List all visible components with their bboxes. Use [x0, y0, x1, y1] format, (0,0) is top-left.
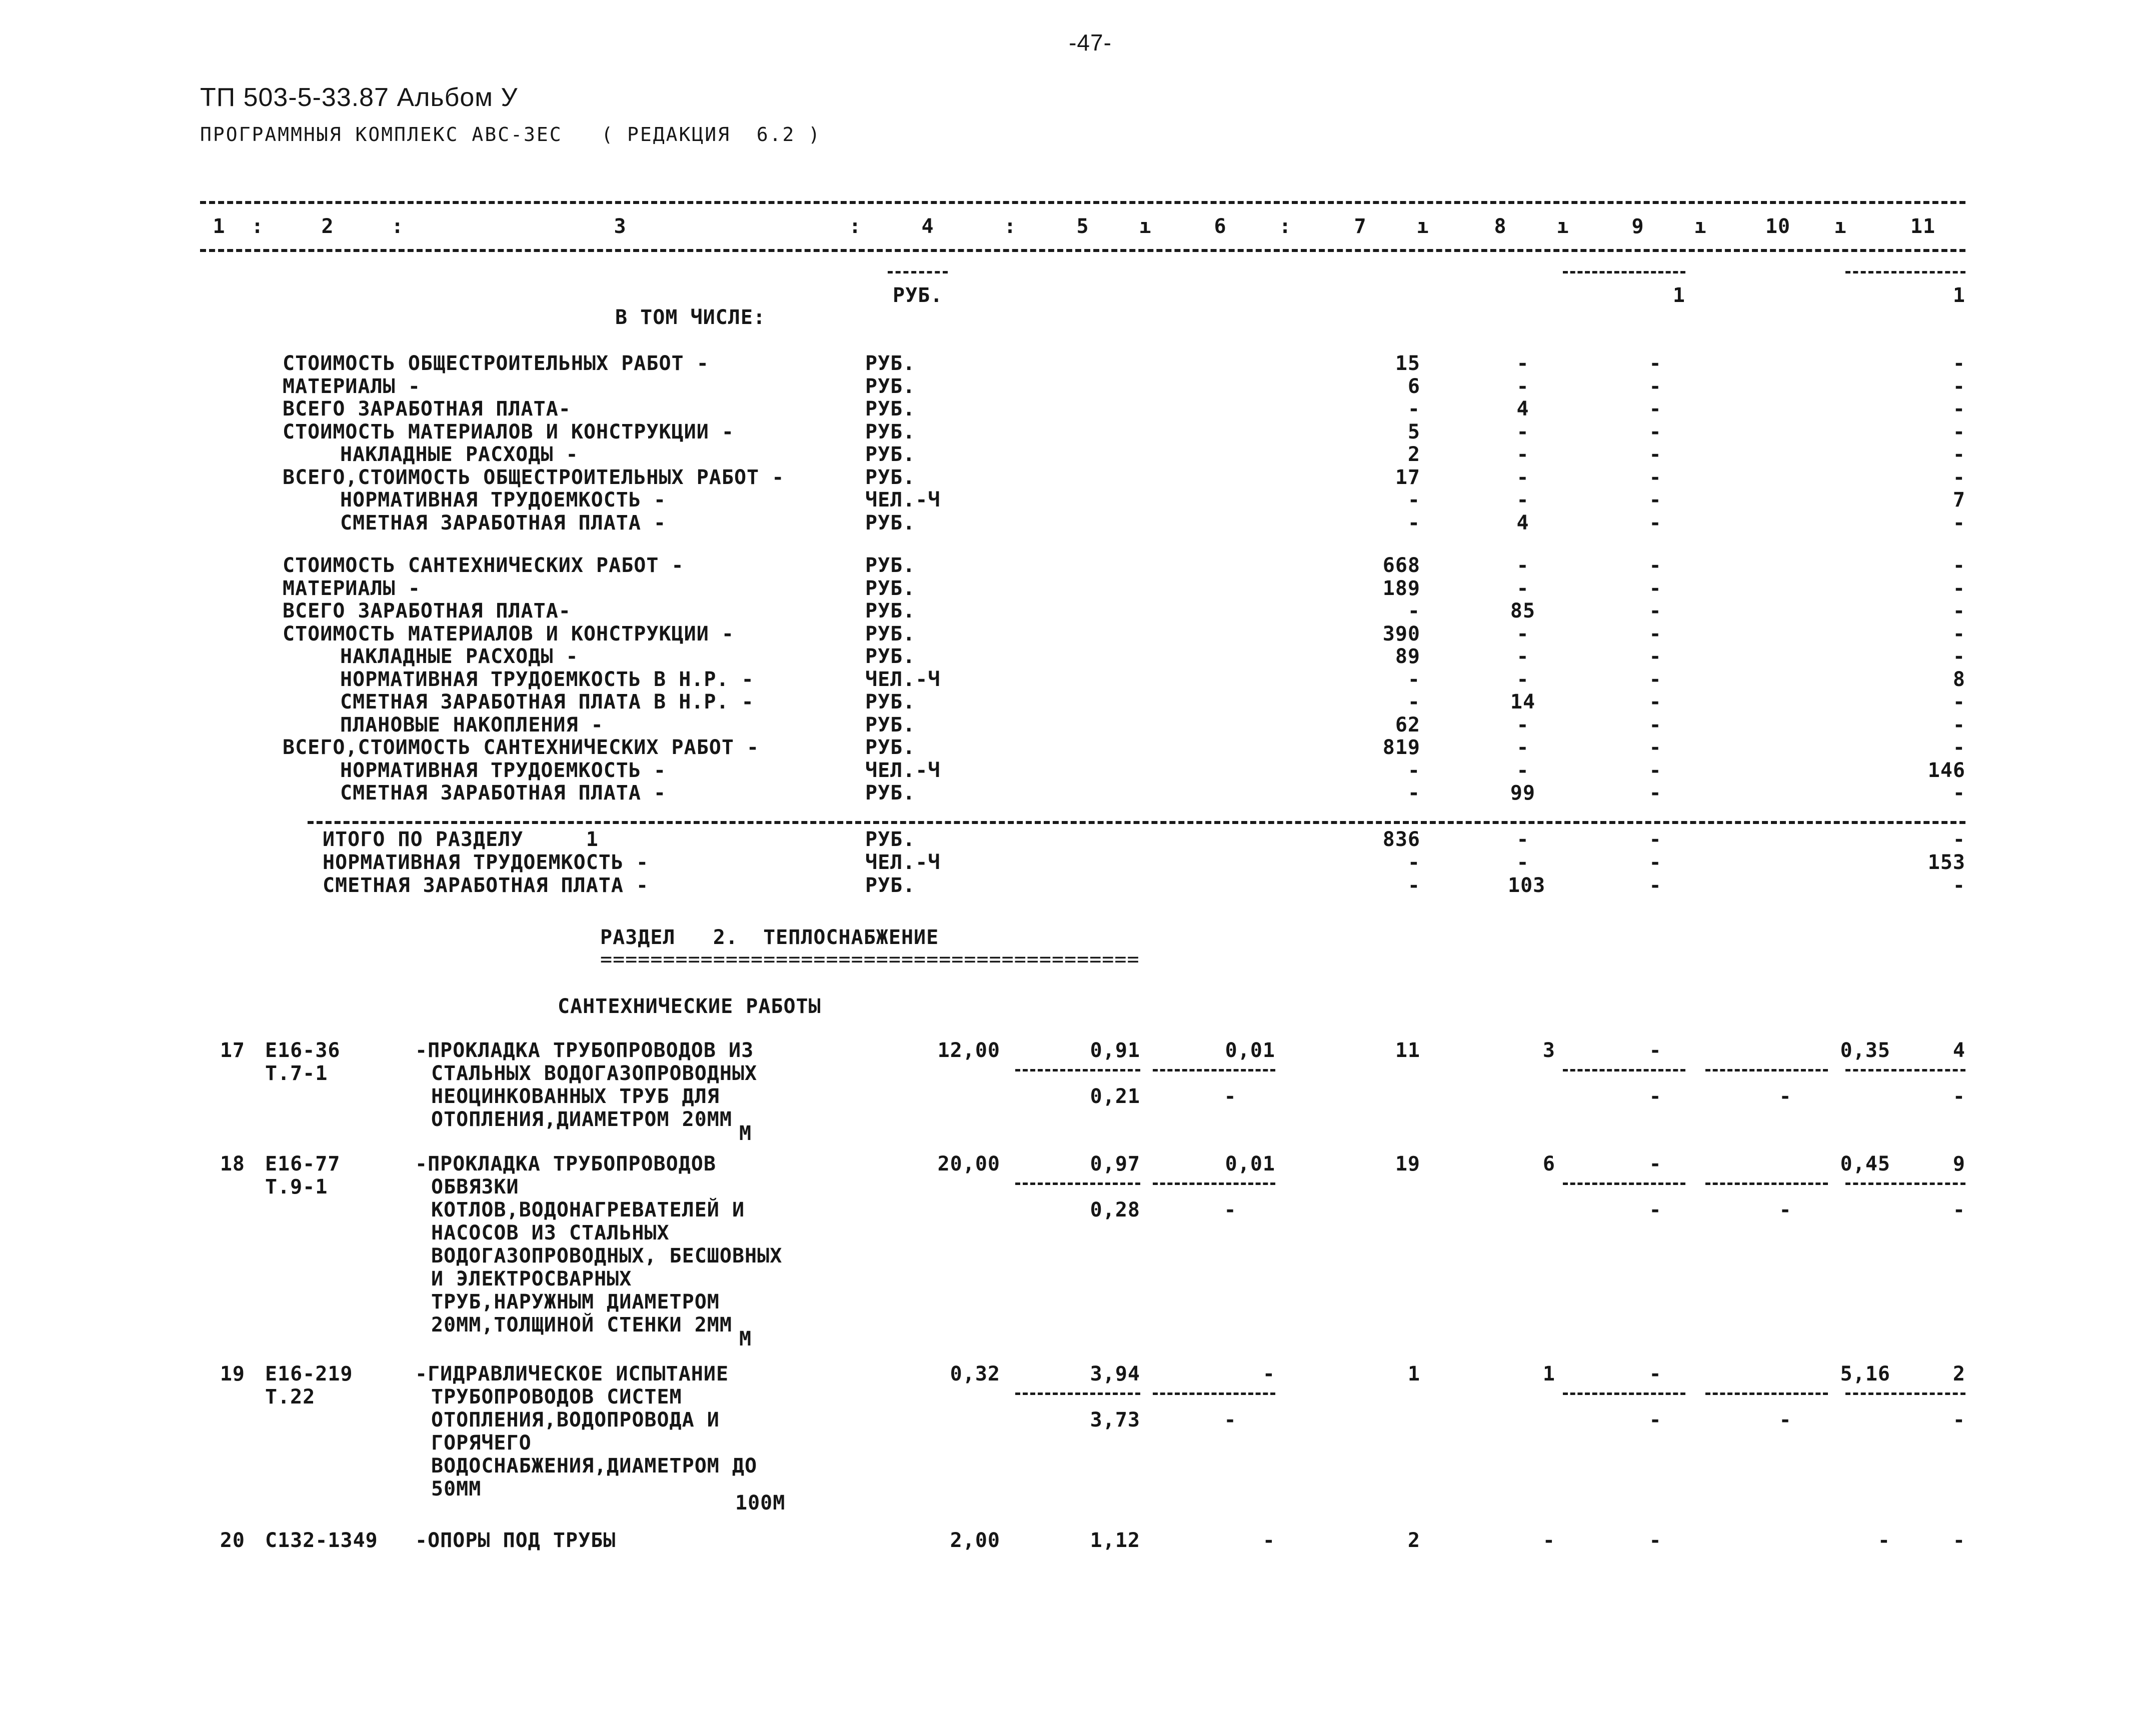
row-col8: 14: [1510, 690, 1536, 714]
row-unit: РУБ.: [865, 736, 916, 759]
row-col7: 189: [1382, 576, 1420, 600]
item-col7: 2: [1407, 1529, 1420, 1552]
item-number: 17: [220, 1039, 245, 1062]
item-col6: 0,01: [1225, 1152, 1275, 1176]
row-unit: РУБ.: [865, 600, 916, 622]
totals-rule: [308, 821, 1965, 824]
col9-rule: [1563, 271, 1685, 274]
row-label: СТОИМОСТЬ ОБЩЕСТРОИТЕЛЬНЫХ РАБОТ -: [283, 352, 709, 375]
item-subrule: [1153, 1182, 1275, 1185]
row-col7: 89: [1395, 645, 1420, 668]
header-top-rule: [200, 201, 1965, 204]
row-col8: -: [1516, 374, 1529, 398]
document-title: ТП 503-5-33.87 Альбом У: [200, 83, 518, 112]
row-col11: -: [1952, 690, 1965, 714]
item-code-ref: Т.22: [265, 1386, 316, 1408]
item-code: Е16-77: [265, 1152, 341, 1176]
item-col9-labor: -: [1649, 1198, 1662, 1222]
row-col7: 62: [1395, 713, 1420, 736]
row-col8: -: [1516, 488, 1529, 512]
row-col9: -: [1649, 874, 1662, 897]
item-col11-labor: -: [1952, 1408, 1965, 1432]
row-col9: -: [1649, 782, 1662, 804]
row-col9: -: [1649, 466, 1662, 489]
column-header-8: 8: [1494, 215, 1507, 238]
column-header-1: 1: [213, 215, 226, 238]
row-col11: -: [1952, 622, 1965, 646]
item-col5: 0,97: [1090, 1152, 1140, 1176]
row-unit: РУБ.: [865, 511, 916, 534]
item-subrule: [1563, 1069, 1685, 1072]
row-col11: -: [1952, 576, 1965, 600]
row-col11: -: [1952, 511, 1965, 534]
row-col7: 17: [1395, 466, 1420, 489]
row-unit: РУБ.: [865, 690, 916, 714]
item-description-line: КОТЛОВ,ВОДОНАГРЕВАТЕЛЕЙ И: [431, 1198, 745, 1222]
row-col7: 819: [1382, 736, 1420, 759]
row-col9: -: [1649, 488, 1662, 512]
row-unit: РУБ.: [865, 554, 916, 577]
row-col9: -: [1649, 828, 1662, 851]
item-col9-labor: -: [1649, 1085, 1662, 1108]
row-col11: -: [1952, 352, 1965, 375]
row-unit: РУБ.: [865, 782, 916, 804]
item-subrule: [1705, 1069, 1828, 1072]
row-col7: 5: [1407, 420, 1420, 444]
row-unit: РУБ.: [865, 420, 916, 444]
section-underline: ===========================================: [600, 948, 1140, 971]
row-col7: -: [1407, 758, 1420, 782]
item-col10: 5,16: [1840, 1362, 1890, 1386]
item-description-line: ГОРЯЧЕГО: [431, 1432, 532, 1454]
column-separator: ı: [1556, 215, 1569, 238]
item-quantity: 12,00: [937, 1039, 1000, 1062]
row-col9: -: [1649, 352, 1662, 375]
column-separator: ı: [1694, 215, 1707, 238]
item-code-ref: Т.9-1: [265, 1176, 328, 1198]
row-col11: 153: [1927, 851, 1965, 874]
row-col11: -: [1952, 713, 1965, 736]
item-description-line: НЕОЦИНКОВАННЫХ ТРУБ ДЛЯ: [431, 1085, 720, 1108]
row-label: СМЕТНАЯ ЗАРАБОТНАЯ ПЛАТА -: [340, 511, 667, 534]
row-col9: -: [1649, 668, 1662, 691]
row-unit: ЧЕЛ.-Ч: [865, 668, 941, 691]
row-col7: -: [1407, 398, 1420, 420]
item-col9: -: [1649, 1362, 1662, 1386]
row-unit: ЧЕЛ.-Ч: [865, 851, 941, 874]
column-header-7: 7: [1354, 215, 1367, 238]
header-bottom-rule: [200, 249, 1965, 252]
column-header-3: 3: [614, 215, 627, 238]
row-label: МАТЕРИАЛЫ -: [283, 576, 421, 600]
row-col11: 7: [1952, 488, 1965, 512]
column-separator: :: [849, 215, 862, 238]
summary-unit: РУБ.: [893, 284, 943, 307]
item-col6-labor: -: [1224, 1198, 1237, 1222]
item-col9: -: [1649, 1039, 1662, 1062]
item-description-line: ОТОПЛЕНИЯ,ДИАМЕТРОМ 20ММ: [431, 1108, 732, 1131]
item-col10-labor: -: [1779, 1198, 1792, 1222]
item-number: 20: [220, 1529, 245, 1552]
unit-rule: [888, 271, 948, 274]
item-unit: М: [739, 1122, 752, 1145]
row-col7: 836: [1382, 828, 1420, 851]
section-title: РАЗДЕЛ 2. ТЕПЛОСНАБЖЕНИЕ: [600, 926, 939, 949]
item-description-line: ТРУБОПРОВОДОВ СИСТЕМ: [431, 1386, 682, 1408]
item-col7: 19: [1395, 1152, 1420, 1176]
item-quantity: 20,00: [937, 1152, 1000, 1176]
row-col9: -: [1649, 398, 1662, 420]
row-col9: -: [1649, 736, 1662, 759]
item-col6-labor: -: [1224, 1408, 1237, 1432]
item-col9-labor: -: [1649, 1408, 1662, 1432]
item-description-line: ТРУБ,НАРУЖНЫМ ДИАМЕТРОМ: [431, 1290, 720, 1314]
column-separator: :: [1279, 215, 1292, 238]
item-subrule: [1845, 1392, 1965, 1395]
row-col11: -: [1952, 443, 1965, 466]
row-col7: 2: [1407, 443, 1420, 466]
row-col11: -: [1952, 782, 1965, 804]
item-code-ref: Т.7-1: [265, 1062, 328, 1085]
row-col9: -: [1649, 374, 1662, 398]
item-col7: 11: [1395, 1039, 1420, 1062]
row-col11: -: [1952, 600, 1965, 622]
row-label: СТОИМОСТЬ САНТЕХНИЧЕСКИХ РАБОТ -: [283, 554, 684, 577]
row-col7: -: [1407, 600, 1420, 622]
row-col7: -: [1407, 511, 1420, 534]
row-label: ПЛАНОВЫЕ НАКОПЛЕНИЯ -: [340, 713, 604, 736]
row-col8: -: [1516, 466, 1529, 489]
column-separator: ı: [1834, 215, 1847, 238]
row-col9: -: [1649, 600, 1662, 622]
item-col8: 6: [1542, 1152, 1555, 1176]
item-col9: -: [1649, 1152, 1662, 1176]
item-subrule: [1563, 1392, 1685, 1395]
row-col8: -: [1516, 443, 1529, 466]
item-subrule: [1563, 1182, 1685, 1185]
row-col7: 390: [1382, 622, 1420, 646]
row-unit: РУБ.: [865, 622, 916, 646]
row-unit: РУБ.: [865, 398, 916, 420]
item-description-line: 50ММ: [431, 1478, 482, 1500]
row-col11: -: [1952, 420, 1965, 444]
page-number: -47-: [1069, 30, 1112, 56]
item-description-line: ОТОПЛЕНИЯ,ВОДОПРОВОДА И: [431, 1408, 720, 1432]
row-col7: -: [1407, 668, 1420, 691]
item-col10: 0,35: [1840, 1039, 1890, 1062]
row-col7: -: [1407, 851, 1420, 874]
column-separator: ı: [1139, 215, 1152, 238]
row-label: ВСЕГО,СТОИМОСТЬ ОБЩЕСТРОИТЕЛЬНЫХ РАБОТ -: [283, 466, 785, 489]
item-description-line: ВОДОСНАБЖЕНИЯ,ДИАМЕТРОМ ДО: [431, 1454, 758, 1478]
row-col9: -: [1649, 690, 1662, 714]
row-label: НАКЛАДНЫЕ РАСХОДЫ -: [340, 645, 579, 668]
row-col11: -: [1952, 374, 1965, 398]
row-col9: -: [1649, 511, 1662, 534]
item-col11-labor: -: [1952, 1198, 1965, 1222]
item-subrule: [1153, 1392, 1275, 1395]
row-label: СТОИМОСТЬ МАТЕРИАЛОВ И КОНСТРУКЦИИ -: [283, 622, 734, 646]
item-subrule: [1153, 1069, 1275, 1072]
item-col11: 9: [1952, 1152, 1965, 1176]
item-description-line: СТАЛЬНЫХ ВОДОГАЗОПРОВОДНЫХ: [431, 1062, 758, 1085]
item-quantity: 2,00: [950, 1529, 1000, 1552]
item-subrule: [1705, 1392, 1828, 1395]
row-col7: -: [1407, 782, 1420, 804]
row-unit: РУБ.: [865, 713, 916, 736]
item-col8: 3: [1542, 1039, 1555, 1062]
row-col11: -: [1952, 874, 1965, 897]
summary-col11: 1: [1952, 284, 1965, 307]
column-header-6: 6: [1214, 215, 1227, 238]
item-description-line: ВОДОГАЗОПРОВОДНЫХ, БЕСШОВНЫХ: [431, 1244, 783, 1268]
item-code: С132-1349: [265, 1529, 378, 1552]
row-label: ВСЕГО ЗАРАБОТНАЯ ПЛАТА-: [283, 600, 571, 622]
row-label: СМЕТНАЯ ЗАРАБОТНАЯ ПЛАТА -: [340, 782, 667, 804]
row-col8: -: [1516, 713, 1529, 736]
item-description-line: -ПРОКЛАДКА ТРУБОПРОВОДОВ: [415, 1152, 716, 1176]
item-subrule: [1845, 1182, 1965, 1185]
item-col5: 3,94: [1090, 1362, 1140, 1386]
item-subrule: [1015, 1392, 1140, 1395]
row-col9: -: [1649, 576, 1662, 600]
row-label: МАТЕРИАЛЫ -: [283, 374, 421, 398]
item-col11: -: [1952, 1529, 1965, 1552]
row-col7: -: [1407, 690, 1420, 714]
row-unit: РУБ.: [865, 828, 916, 851]
row-unit: ЧЕЛ.-Ч: [865, 488, 941, 512]
row-col7: 668: [1382, 554, 1420, 577]
item-col5: 1,12: [1090, 1529, 1140, 1552]
row-col9: -: [1649, 758, 1662, 782]
item-unit: М: [739, 1328, 752, 1350]
column-header-2: 2: [321, 215, 334, 238]
row-col8: -: [1516, 554, 1529, 577]
row-col7: -: [1407, 874, 1420, 897]
row-unit: РУБ.: [865, 645, 916, 668]
row-col11: -: [1952, 554, 1965, 577]
row-label: НОРМАТИВНАЯ ТРУДОЕМКОСТЬ В Н.Р. -: [340, 668, 754, 691]
item-col6: 0,01: [1225, 1039, 1275, 1062]
item-col5-labor: 0,28: [1090, 1198, 1140, 1222]
row-col11: -: [1952, 645, 1965, 668]
item-col6-labor: -: [1224, 1085, 1237, 1108]
row-label: НАКЛАДНЫЕ РАСХОДЫ -: [340, 443, 579, 466]
row-col8: 85: [1510, 600, 1536, 622]
item-description-line: НАСОСОВ ИЗ СТАЛЬНЫХ: [431, 1222, 670, 1244]
row-unit: РУБ.: [865, 466, 916, 489]
item-col10-labor: -: [1779, 1408, 1792, 1432]
row-col8: -: [1516, 352, 1529, 375]
item-subrule: [1015, 1182, 1140, 1185]
item-col5-labor: 3,73: [1090, 1408, 1140, 1432]
row-label: ВСЕГО ЗАРАБОТНАЯ ПЛАТА-: [283, 398, 571, 420]
row-col9: -: [1649, 713, 1662, 736]
item-col10: -: [1877, 1529, 1890, 1552]
row-col8: 4: [1516, 511, 1529, 534]
row-col8: 99: [1510, 782, 1536, 804]
column-header-11: 11: [1910, 215, 1936, 238]
row-col9: -: [1649, 443, 1662, 466]
row-col11: -: [1952, 398, 1965, 420]
summary-col9: 1: [1672, 284, 1685, 307]
item-code: Е16-36: [265, 1039, 341, 1062]
row-label: НОРМАТИВНАЯ ТРУДОЕМКОСТЬ -: [323, 851, 649, 874]
row-col9: -: [1649, 851, 1662, 874]
row-col7: -: [1407, 488, 1420, 512]
row-col8: -: [1516, 420, 1529, 444]
row-col8: -: [1516, 851, 1529, 874]
col11-rule: [1845, 271, 1965, 274]
item-col10: 0,45: [1840, 1152, 1890, 1176]
row-label: ИТОГО ПО РАЗДЕЛУ 1: [323, 828, 599, 851]
section-subtitle: САНТЕХНИЧЕСКИЕ РАБОТЫ: [558, 995, 821, 1018]
row-col8: -: [1516, 758, 1529, 782]
column-header-10: 10: [1765, 215, 1791, 238]
row-unit: РУБ.: [865, 576, 916, 600]
item-subrule: [1015, 1069, 1140, 1072]
row-col11: -: [1952, 736, 1965, 759]
item-quantity: 0,32: [950, 1362, 1000, 1386]
row-col11: -: [1952, 466, 1965, 489]
column-header-9: 9: [1631, 215, 1644, 238]
row-col9: -: [1649, 554, 1662, 577]
row-label: НОРМАТИВНАЯ ТРУДОЕМКОСТЬ -: [340, 758, 667, 782]
row-unit: ЧЕЛ.-Ч: [865, 758, 941, 782]
row-col8: -: [1516, 622, 1529, 646]
row-col9: -: [1649, 420, 1662, 444]
row-col9: -: [1649, 622, 1662, 646]
item-description-line: 20ММ,ТОЛЩИНОЙ СТЕНКИ 2ММ: [431, 1314, 732, 1336]
item-description-line: И ЭЛЕКТРОСВАРНЫХ: [431, 1268, 632, 1290]
item-subrule: [1705, 1182, 1828, 1185]
item-description-line: ОБВЯЗКИ: [431, 1176, 519, 1198]
row-unit: РУБ.: [865, 874, 916, 897]
item-col7: 1: [1407, 1362, 1420, 1386]
column-header-4: 4: [921, 215, 934, 238]
item-unit: 100М: [735, 1492, 786, 1514]
row-col8: -: [1516, 828, 1529, 851]
column-separator: ı: [1416, 215, 1429, 238]
row-col8: -: [1516, 668, 1529, 691]
item-description-line: -ОПОРЫ ПОД ТРУБЫ: [415, 1529, 616, 1552]
item-col11: 2: [1952, 1362, 1965, 1386]
row-unit: РУБ.: [865, 443, 916, 466]
item-code: Е16-219: [265, 1362, 353, 1386]
item-col11-labor: -: [1952, 1085, 1965, 1108]
item-description-line: -ПРОКЛАДКА ТРУБОПРОВОДОВ ИЗ: [415, 1039, 754, 1062]
row-label: НОРМАТИВНАЯ ТРУДОЕМКОСТЬ -: [340, 488, 667, 512]
row-col8: 103: [1508, 874, 1546, 897]
item-number: 18: [220, 1152, 245, 1176]
item-col8: -: [1542, 1529, 1555, 1552]
column-separator: :: [391, 215, 404, 238]
row-col8: 4: [1516, 398, 1529, 420]
column-separator: :: [1004, 215, 1017, 238]
row-unit: РУБ.: [865, 352, 916, 375]
row-label: СМЕТНАЯ ЗАРАБОТНАЯ ПЛАТА -: [323, 874, 649, 897]
program-line: ПРОГРАММНЫЯ КОМПЛЕКС АВС-ЗЕС ( РЕДАКЦИЯ 6.2 ): [200, 124, 822, 146]
summary-subtitle: В ТОМ ЧИСЛЕ:: [615, 306, 766, 329]
item-col10-labor: -: [1779, 1085, 1792, 1108]
item-description-line: -ГИДРАВЛИЧЕСКОЕ ИСПЫТАНИЕ: [415, 1362, 729, 1386]
item-subrule: [1845, 1069, 1965, 1072]
row-col7: 15: [1395, 352, 1420, 375]
row-col8: -: [1516, 645, 1529, 668]
row-label: СМЕТНАЯ ЗАРАБОТНАЯ ПЛАТА В Н.Р. -: [340, 690, 754, 714]
row-col8: -: [1516, 736, 1529, 759]
column-header-5: 5: [1076, 215, 1089, 238]
item-col5: 0,91: [1090, 1039, 1140, 1062]
column-separator: :: [251, 215, 264, 238]
row-col11: 8: [1952, 668, 1965, 691]
item-col6: -: [1262, 1362, 1275, 1386]
item-col6: -: [1262, 1529, 1275, 1552]
row-col11: -: [1952, 828, 1965, 851]
row-col9: -: [1649, 645, 1662, 668]
item-col8: 1: [1542, 1362, 1555, 1386]
item-col9: -: [1649, 1529, 1662, 1552]
item-number: 19: [220, 1362, 245, 1386]
row-label: СТОИМОСТЬ МАТЕРИАЛОВ И КОНСТРУКЦИИ -: [283, 420, 734, 444]
row-label: ВСЕГО,СТОИМОСТЬ САНТЕХНИЧЕСКИХ РАБОТ -: [283, 736, 760, 759]
row-col11: 146: [1927, 758, 1965, 782]
item-col5-labor: 0,21: [1090, 1085, 1140, 1108]
row-col8: -: [1516, 576, 1529, 600]
row-col7: 6: [1407, 374, 1420, 398]
item-col11: 4: [1952, 1039, 1965, 1062]
row-unit: РУБ.: [865, 374, 916, 398]
